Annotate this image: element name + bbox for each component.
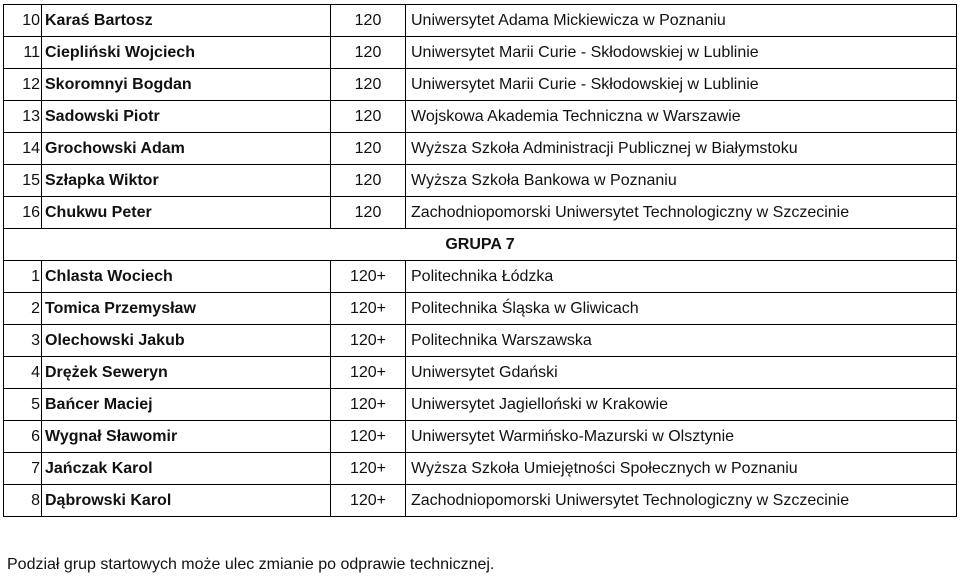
- weight-class: 120+: [331, 357, 406, 389]
- table-row: [4, 5, 957, 37]
- weight-class: 120+: [331, 325, 406, 357]
- participant-name: Wygnał Sławomir: [42, 421, 331, 453]
- weight-class: 120: [331, 69, 406, 101]
- institution: Wyższa Szkoła Administracji Publicznej w Białymstoku: [406, 133, 957, 165]
- table-row: [4, 325, 957, 357]
- participants-table-body: [4, 5, 957, 517]
- institution: Uniwersytet Marii Curie - Skłodowskiej w Lublinie: [406, 69, 957, 101]
- weight-class: 120+: [331, 261, 406, 293]
- institution: Uniwersytet Gdański: [406, 357, 957, 389]
- institution: Wojskowa Akademia Techniczna w Warszawie: [406, 101, 957, 133]
- institution: Politechnika Śląska w Gliwicach: [406, 293, 957, 325]
- participant-name: Ciepliński Wojciech: [42, 37, 331, 69]
- institution: Politechnika Łódzka: [406, 261, 957, 293]
- institution: Zachodniopomorski Uniwersytet Technologiczny w Szczecinie: [406, 485, 957, 517]
- weight-class: 120: [331, 37, 406, 69]
- participant-name: Drężek Seweryn: [42, 357, 331, 389]
- participant-name: Karaś Bartosz: [42, 5, 331, 37]
- row-number: 6: [4, 421, 42, 453]
- table-row: [4, 421, 957, 453]
- weight-class: 120: [331, 5, 406, 37]
- table-row: [4, 69, 957, 101]
- participant-name: Bańcer Maciej: [42, 389, 331, 421]
- table-row: [4, 293, 957, 325]
- participants-table: [3, 4, 957, 517]
- row-number: 2: [4, 293, 42, 325]
- table-row: [4, 37, 957, 69]
- participant-name: Jańczak Karol: [42, 453, 331, 485]
- row-number: 15: [4, 165, 42, 197]
- row-number: 10: [4, 5, 42, 37]
- participant-name: Chukwu Peter: [42, 197, 331, 229]
- row-number: 16: [4, 197, 42, 229]
- table-row: [4, 357, 957, 389]
- table-row: [4, 197, 957, 229]
- institution: Zachodniopomorski Uniwersytet Technologiczny w Szczecinie: [406, 197, 957, 229]
- participant-name: Szłapka Wiktor: [42, 165, 331, 197]
- institution: Uniwersytet Marii Curie - Skłodowskiej w Lublinie: [406, 37, 957, 69]
- row-number: 8: [4, 485, 42, 517]
- table-row: [4, 485, 957, 517]
- institution: Wyższa Szkoła Bankowa w Poznaniu: [406, 165, 957, 197]
- row-number: 13: [4, 101, 42, 133]
- row-number: 1: [4, 261, 42, 293]
- weight-class: 120: [331, 165, 406, 197]
- row-number: 12: [4, 69, 42, 101]
- table-row: [4, 453, 957, 485]
- weight-class: 120+: [331, 453, 406, 485]
- participant-name: Olechowski Jakub: [42, 325, 331, 357]
- weight-class: 120+: [331, 389, 406, 421]
- row-number: 4: [4, 357, 42, 389]
- participant-name: Chlasta Wociech: [42, 261, 331, 293]
- table-row: [4, 133, 957, 165]
- institution: Uniwersytet Jagielloński w Krakowie: [406, 389, 957, 421]
- weight-class: 120: [331, 133, 406, 165]
- row-number: 3: [4, 325, 42, 357]
- weight-class: 120: [331, 197, 406, 229]
- participant-name: Grochowski Adam: [42, 133, 331, 165]
- group-title: GRUPA 7: [4, 229, 957, 261]
- participant-name: Skoromnyi Bogdan: [42, 69, 331, 101]
- weight-class: 120+: [331, 485, 406, 517]
- footer-note: Podział grup startowych może ulec zmianie po odprawie technicznej.: [7, 556, 495, 573]
- participant-name: Sadowski Piotr: [42, 101, 331, 133]
- participant-name: Dąbrowski Karol: [42, 485, 331, 517]
- table-row: [4, 165, 957, 197]
- table-row: [4, 261, 957, 293]
- row-number: 11: [4, 37, 42, 69]
- institution: Politechnika Warszawska: [406, 325, 957, 357]
- row-number: 7: [4, 453, 42, 485]
- institution: Uniwersytet Warmińsko-Mazurski w Olsztynie: [406, 421, 957, 453]
- institution: Wyższa Szkoła Umiejętności Społecznych w Poznaniu: [406, 453, 957, 485]
- weight-class: 120: [331, 101, 406, 133]
- table-row: [4, 101, 957, 133]
- weight-class: 120+: [331, 293, 406, 325]
- weight-class: 120+: [331, 421, 406, 453]
- table-row: [4, 389, 957, 421]
- group-header-row: [4, 229, 957, 261]
- row-number: 5: [4, 389, 42, 421]
- row-number: 14: [4, 133, 42, 165]
- participant-name: Tomica Przemysław: [42, 293, 331, 325]
- institution: Uniwersytet Adama Mickiewicza w Poznaniu: [406, 5, 957, 37]
